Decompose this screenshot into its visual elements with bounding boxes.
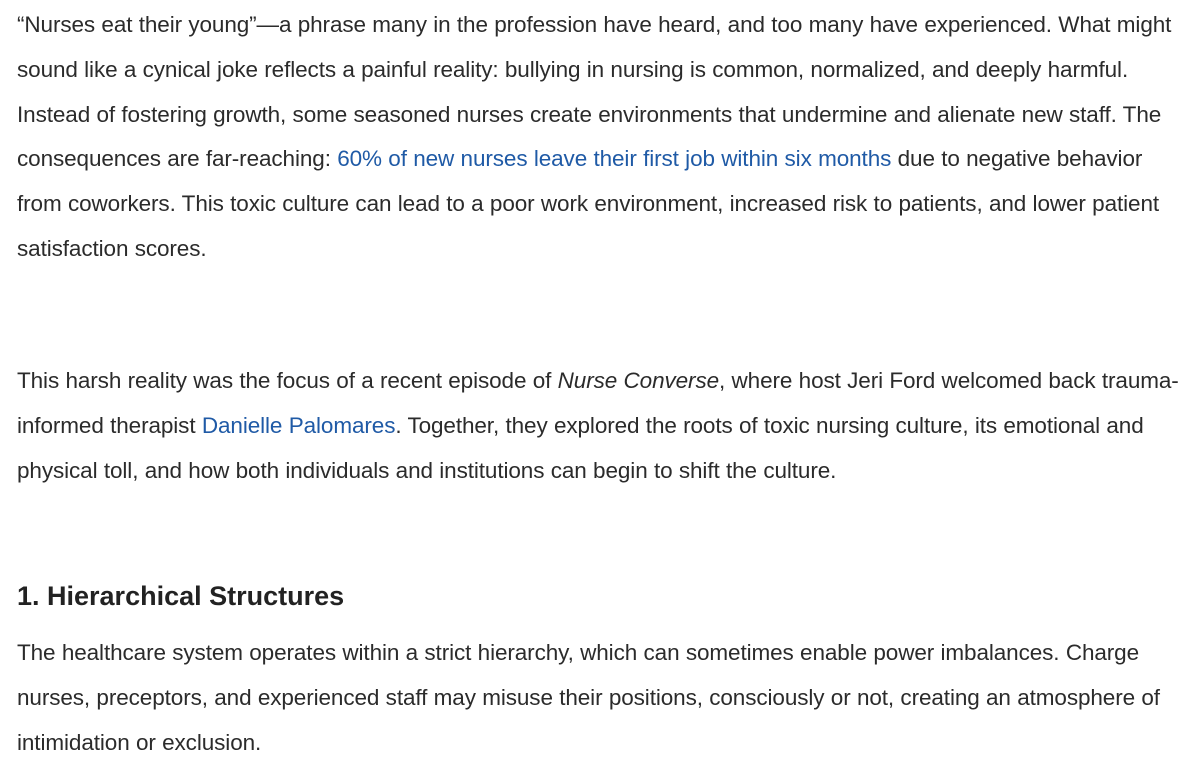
intro-paragraph [17,3,1187,272]
episode-text-end: . Together, they explored the roots of toxic nursing culture, its emotional and physical toll, and how both individuals and institutions can begin to shift the culture. [17,412,1144,483]
episode-text-middle: , where host Jeri Ford welcomed back trauma-informed therapist [17,368,1179,438]
hierarchy-paragraph: The healthcare system operates within a strict hierarchy, which can sometimes enable power imbalances. Charge nurses, preceptors, and experienced staff may misuse their positions, consciously or not, creating an atmosphere of intimidation or exclusion. [17,640,1160,755]
intro-text-end: due to negative behavior from coworkers. This toxic culture can lead to a poor work environment, increased risk to patients, and lower patient satisfaction scores. [17,146,1160,261]
statistic-link[interactable]: 60% of new nurses leave their first job within six months [337,146,892,172]
section-heading: 1. Hierarchical Structures [17,581,345,611]
therapist-link[interactable]: Danielle Palomares [201,412,396,438]
episode-text-start: This harsh reality was the focus of a recent episode of [17,368,558,393]
podcast-title: Nurse Converse [557,368,720,393]
episode-paragraph [17,359,1187,493]
intro-text-start: “Nurses eat their young”—a phrase many in the profession have heard, and too many have experienced. What might sound like a cynical joke reflects a painful reality: bullying in nursing is common, normalized, and deeply harmful. Instead of fostering growth, some seasoned nurses create environments that undermine and alienate new staff. The consequences are far-reaching: [17,12,1172,172]
